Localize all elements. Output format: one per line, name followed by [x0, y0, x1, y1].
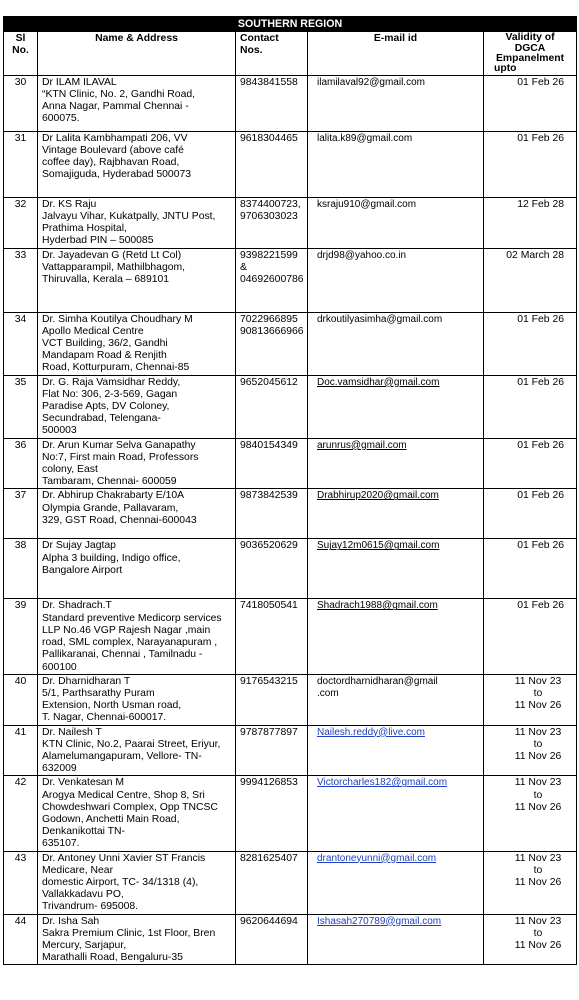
sl-number-cell: 37 — [4, 489, 38, 539]
validity-cell — [484, 674, 577, 725]
name-address-line: Prathima Hospital, — [42, 223, 127, 235]
contact-cell — [236, 75, 308, 131]
validity-cell — [484, 438, 577, 489]
name-address-line: Mercury, Sarjapur, — [42, 939, 127, 951]
header-name-address: Name & Address — [38, 32, 236, 76]
name-address-line: Dr. Venkatesan M — [42, 777, 125, 789]
validity-line: 01 Feb 26 — [517, 132, 565, 144]
validity-line: to — [533, 864, 543, 876]
name-address-line: Denkanikottai TN- — [42, 826, 125, 838]
table-row — [4, 539, 577, 599]
email-cell[interactable]: Doc.vamsidhar@gmail.com — [308, 375, 484, 438]
contact-cell — [236, 248, 308, 312]
name-address-line: Alamelumangapuram, Vellore- TN- — [42, 750, 202, 762]
contact-number: 7022966895 — [240, 313, 298, 325]
name-address-cell — [38, 599, 236, 674]
contact-cell — [236, 674, 308, 725]
contact-cell — [236, 438, 308, 489]
validity-line: 01 Feb 26 — [517, 490, 565, 502]
header-sl-no: Sl No. — [4, 32, 38, 76]
name-address-line: Dr Lalita Kambhampati 206, VV — [42, 132, 188, 144]
name-address-line: Dr. Simha Koutilya Choudhary M — [42, 313, 193, 325]
validity-cell — [484, 851, 577, 914]
contact-number: 9398221599 — [240, 249, 298, 261]
validity-line: 01 Feb 26 — [517, 76, 565, 88]
contact-number: 9843841558 — [240, 76, 298, 88]
name-address-cell — [38, 248, 236, 312]
table-row — [4, 599, 577, 674]
validity-line: 11 Nov 26 — [514, 700, 562, 712]
sl-number-cell: 43 — [4, 851, 38, 914]
name-address-line: 500003 — [42, 425, 77, 437]
contact-cell — [236, 725, 308, 776]
table-row — [4, 75, 577, 131]
name-address-line: Bangalore Airport — [42, 564, 123, 576]
validity-line: to — [533, 927, 543, 939]
table-row — [4, 725, 577, 776]
sl-number-cell: 35 — [4, 375, 38, 438]
name-address-cell — [38, 375, 236, 438]
contact-number: 9706303023 — [240, 211, 298, 223]
name-address-line: Olympia Grande, Pallavaram, — [42, 502, 179, 514]
contact-cell — [236, 539, 308, 599]
contact-cell — [236, 599, 308, 674]
name-address-line: 5/1, Parthsarathy Puram — [42, 687, 155, 699]
table-row — [4, 674, 577, 725]
name-address-line: Dr. Shadrach.T — [42, 600, 112, 612]
validity-cell — [484, 131, 577, 197]
email-cell[interactable]: Nailesh.reddy@live.com — [308, 725, 484, 776]
name-address-line: Trivandrum- 695008. — [42, 901, 139, 913]
name-address-line: Dr. G. Raja Vamsidhar Reddy, — [42, 376, 181, 388]
name-address-line: 632009 — [42, 763, 77, 775]
email-cell[interactable]: Shadrach1988@gmail.com — [308, 599, 484, 674]
sl-number-cell: 42 — [4, 776, 38, 851]
name-address-line: Godown, Anchetti Main Road, — [42, 813, 180, 825]
contact-cell — [236, 375, 308, 438]
name-address-line: Secundrabad, Telengana- — [42, 413, 161, 425]
name-address-line: Hyderbad PIN – 500085 — [42, 235, 154, 247]
sl-number-cell: 34 — [4, 312, 38, 375]
validity-line: 11 Nov 23 — [514, 675, 562, 687]
sl-number-cell: 31 — [4, 131, 38, 197]
name-address-line: Paradise Apts, DV Coloney, — [42, 401, 170, 413]
name-address-line: coffee day), Rajbhavan Road, — [42, 157, 180, 169]
validity-cell — [484, 539, 577, 599]
name-address-line: 600075. — [42, 113, 80, 125]
validity-line: 11 Nov 23 — [514, 726, 562, 738]
table-row — [4, 914, 577, 965]
contact-number: 8374400723, — [240, 198, 301, 210]
table-row — [4, 197, 577, 248]
column-header-row — [4, 32, 577, 76]
table-row — [4, 312, 577, 375]
contact-cell — [236, 131, 308, 197]
name-address-line: Sakra Premium Clinic, 1st Floor, Bren — [42, 927, 216, 939]
name-address-line: Flat No: 306, 2-3-569, Gagan — [42, 388, 178, 400]
validity-line: 02 March 28 — [506, 249, 565, 261]
contact-cell — [236, 312, 308, 375]
email-cell[interactable]: drantoneyunni@gmail.com — [308, 851, 484, 914]
name-address-cell — [38, 438, 236, 489]
validity-line: 11 Nov 23 — [514, 915, 562, 927]
validity-cell — [484, 75, 577, 131]
name-address-line: Thiruvalla, Kerala – 689101 — [42, 274, 170, 286]
name-address-line: “KTN Clinic, No. 2, Gandhi Road, — [42, 89, 196, 101]
sl-number-cell: 40 — [4, 674, 38, 725]
email-cell[interactable]: Drabhirup2020@gmail.com — [308, 489, 484, 539]
validity-line: to — [533, 687, 543, 699]
contact-number: 9787877897 — [240, 726, 298, 738]
name-address-line: Dr. Abhirup Chakrabarty E/10A — [42, 490, 185, 502]
table-body — [4, 75, 577, 965]
name-address-line: VCT Building, 36/2, Gandhi — [42, 338, 168, 350]
email-cell[interactable]: Sujay12m0615@gmail.com — [308, 539, 484, 599]
name-address-line: Dr ILAM ILAVAL — [42, 76, 117, 88]
name-address-line: Somajiguda, Hyderabad 500073 — [42, 169, 192, 181]
region-header-row — [4, 17, 577, 32]
name-address-line: Dr. Arun Kumar Selva Ganapathy — [42, 439, 196, 451]
validity-cell — [484, 312, 577, 375]
name-address-line: road, SML complex, Narayanapuram , — [42, 637, 218, 649]
sl-number-cell: 38 — [4, 539, 38, 599]
validity-line: 11 Nov 23 — [514, 852, 562, 864]
validity-cell — [484, 489, 577, 539]
name-address-line: Extension, North Usman road, — [42, 700, 182, 712]
email-cell: doctordharnidharan@gmail .com — [308, 674, 484, 725]
name-address-line: Arogya Medical Centre, Shop 8, Sri — [42, 789, 205, 801]
name-address-line: domestic Airport, TC- 34/1318 (4), — [42, 876, 199, 888]
name-address-line: Standard preventive Medicorp services — [42, 612, 222, 624]
contact-cell — [236, 489, 308, 539]
name-address-line: Anna Nagar, Pammal Chennai - — [42, 101, 189, 113]
name-address-cell — [38, 75, 236, 131]
contact-number: & — [240, 261, 247, 273]
header-email: E-mail id — [308, 32, 484, 76]
name-address-line: Dr. Jayadevan G (Retd Lt Col) — [42, 249, 182, 261]
name-address-line: Apollo Medical Centre — [42, 325, 144, 337]
contact-number: 9840154349 — [240, 439, 298, 451]
contact-number: 9873842539 — [240, 490, 298, 502]
contact-number: 9652045612 — [240, 376, 298, 388]
name-address-cell — [38, 131, 236, 197]
header-contact: Contact Nos. — [236, 32, 308, 76]
table-row — [4, 851, 577, 914]
name-address-line: Dr Sujay Jagtap — [42, 540, 116, 552]
contact-cell — [236, 197, 308, 248]
name-address-line: Dr. Dharnidharan T — [42, 675, 131, 687]
validity-line: 01 Feb 26 — [517, 540, 565, 552]
sl-number-cell: 32 — [4, 197, 38, 248]
name-address-line: Jalvayu Vihar, Kukatpally, JNTU Post, — [42, 211, 216, 223]
contact-cell — [236, 914, 308, 965]
name-address-line: Vattapparampil, Mathilbhagom, — [42, 261, 186, 273]
validity-line: 01 Feb 26 — [517, 600, 565, 612]
validity-cell — [484, 914, 577, 965]
header-validity: Validity of DGCA Empanelment upto — [484, 32, 577, 76]
validity-cell — [484, 375, 577, 438]
contact-number: 9036520629 — [240, 540, 298, 552]
name-address-line: Vintage Boulevard (above café — [42, 145, 184, 157]
email-cell: drkoutilyasimha@gmail.com — [308, 312, 484, 375]
name-address-line: Mandapam Road & Renjith — [42, 350, 167, 362]
name-address-line: Pallikaranai, Chennai , Tamilnadu - — [42, 649, 203, 661]
validity-line: 11 Nov 23 — [514, 777, 562, 789]
contact-cell — [236, 776, 308, 851]
name-address-cell — [38, 851, 236, 914]
empanelment-table — [3, 16, 577, 965]
name-address-line: Medicare, Near — [42, 864, 114, 876]
name-address-line: KTN Clinic, No.2, Paarai Street, Eriyur, — [42, 738, 221, 750]
email-cell[interactable]: Ishasah270789@gmail.com — [308, 914, 484, 965]
validity-cell — [484, 248, 577, 312]
name-address-line: No:7, First main Road, Professors — [42, 451, 199, 463]
name-address-line: colony, East — [42, 464, 98, 476]
name-address-line: 329, GST Road, Chennai-600043 — [42, 514, 197, 526]
sl-number-cell: 41 — [4, 725, 38, 776]
name-address-cell — [38, 312, 236, 375]
validity-line: to — [533, 738, 543, 750]
validity-line: 01 Feb 26 — [517, 313, 565, 325]
contact-number: 90813666966 — [240, 325, 304, 337]
name-address-line: T. Nagar, Chennai-600017. — [42, 712, 167, 724]
contact-number: 9618304465 — [240, 132, 298, 144]
name-address-cell — [38, 914, 236, 965]
validity-cell — [484, 599, 577, 674]
contact-number: 9176543215 — [240, 675, 298, 687]
name-address-cell — [38, 489, 236, 539]
email-cell[interactable]: arunrus@gmail.com — [308, 438, 484, 489]
name-address-cell — [38, 725, 236, 776]
name-address-cell — [38, 674, 236, 725]
contact-number: 9994126853 — [240, 777, 298, 789]
validity-line: to — [533, 789, 543, 801]
sl-number-cell: 30 — [4, 75, 38, 131]
email-cell: drjd98@yahoo.co.in — [308, 248, 484, 312]
sl-number-cell: 36 — [4, 438, 38, 489]
table-row — [4, 438, 577, 489]
sl-number-cell: 39 — [4, 599, 38, 674]
sl-number-cell: 33 — [4, 248, 38, 312]
empanelment-table-container — [3, 16, 577, 965]
email-cell: lalita.k89@gmail.com — [308, 131, 484, 197]
name-address-cell — [38, 539, 236, 599]
contact-cell — [236, 851, 308, 914]
contact-number: 04692600786 — [240, 274, 304, 286]
validity-line: 12 Feb 28 — [517, 198, 565, 210]
region-title: SOUTHERN REGION — [4, 17, 577, 32]
name-address-line: Vallakkadavu PO, — [42, 889, 124, 901]
validity-line: 11 Nov 26 — [514, 801, 562, 813]
email-cell[interactable]: Victorcharles182@gmail.com — [308, 776, 484, 851]
contact-number: 8281625407 — [240, 852, 298, 864]
name-address-line: Dr. KS Raju — [42, 198, 97, 210]
name-address-cell — [38, 776, 236, 851]
validity-cell — [484, 725, 577, 776]
email-cell: ksraju910@gmail.com — [308, 197, 484, 248]
validity-line: 11 Nov 26 — [514, 939, 562, 951]
sl-number-cell: 44 — [4, 914, 38, 965]
name-address-line: Alpha 3 building, Indigo office, — [42, 552, 181, 564]
validity-line: 11 Nov 26 — [514, 876, 562, 888]
validity-cell — [484, 776, 577, 851]
email-cell: ilamilaval92@gmail.com — [308, 75, 484, 131]
contact-number: 7418050541 — [240, 600, 298, 612]
name-address-line: Dr. Nailesh T — [42, 726, 102, 738]
name-address-line: Dr. Antoney Unni Xavier ST Francis — [42, 852, 206, 864]
name-address-line: Dr. Isha Sah — [42, 915, 100, 927]
table-row — [4, 131, 577, 197]
validity-cell — [484, 197, 577, 248]
table-row — [4, 489, 577, 539]
name-address-line: Marathalli Road, Bengaluru-35 — [42, 952, 183, 964]
name-address-line: Tambaram, Chennai- 600059 — [42, 476, 177, 488]
contact-number: 9620644694 — [240, 915, 298, 927]
name-address-line: 635107. — [42, 838, 80, 850]
name-address-line: 600100 — [42, 661, 77, 673]
name-address-line: Road, Kotturpuram, Chennai-85 — [42, 362, 190, 374]
table-row — [4, 375, 577, 438]
table-row — [4, 776, 577, 851]
name-address-line: LLP No.46 VGP Rajesh Nagar ,main — [42, 624, 211, 636]
table-row — [4, 248, 577, 312]
name-address-line: Chowdeshwari Complex, Opp TNCSC — [42, 801, 218, 813]
validity-line: 01 Feb 26 — [517, 439, 565, 451]
name-address-cell — [38, 197, 236, 248]
validity-line: 01 Feb 26 — [517, 376, 565, 388]
validity-line: 11 Nov 26 — [514, 750, 562, 762]
